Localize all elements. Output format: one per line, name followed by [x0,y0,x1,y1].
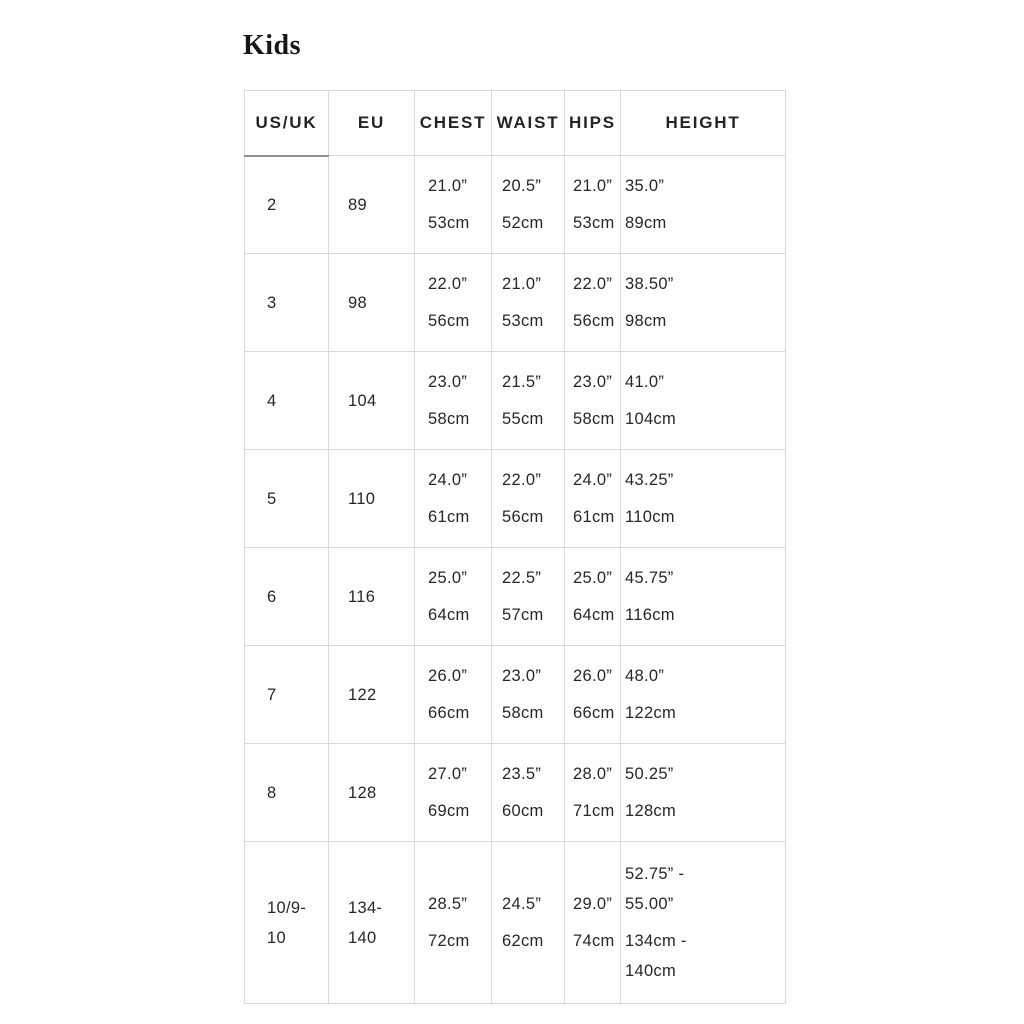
cell-value: 26.0” [428,667,468,685]
table-body [245,156,786,1004]
cell-value: 128cm [625,802,677,820]
cell-value: 7 [267,685,277,704]
cell-value: 134- 140 [348,898,383,947]
cell-us_uk [245,744,329,842]
cell-us_uk [245,548,329,646]
table-row [245,842,786,1004]
cell-waist [492,450,565,548]
cell-value: 35.0” [625,177,665,195]
table-row [245,156,786,254]
table-row [245,646,786,744]
cell-eu [329,254,415,352]
column-header-height: HEIGHT [621,91,786,156]
cell-chest [415,842,492,1004]
cell-value: 52cm [502,214,544,232]
page-title: Kids [243,30,302,61]
cell-hips [565,646,621,744]
cell-value: 104cm [625,410,677,428]
cell-value: 62cm [502,932,544,950]
cell-value: 53cm [502,312,544,330]
cell-us_uk [245,254,329,352]
column-header-hips: HIPS [565,91,621,156]
table-header [245,91,786,156]
cell-value: 21.0” [502,275,542,293]
cell-value: 27.0” [428,765,468,783]
cell-value: 56cm [428,312,470,330]
cell-us_uk [245,646,329,744]
header-row [245,91,786,156]
cell-value: 110cm [625,508,675,526]
cell-value: 61cm [573,508,615,526]
cell-value: 5 [267,489,277,508]
cell-value: 23.0” [428,373,468,391]
cell-value: 41.0” [625,373,665,391]
cell-chest [415,646,492,744]
cell-value: 53cm [428,214,470,232]
cell-value: 2 [267,195,277,214]
cell-value: 64cm [573,606,615,624]
cell-eu [329,352,415,450]
cell-chest [415,254,492,352]
cell-eu [329,450,415,548]
column-header-eu: EU [329,91,415,156]
cell-value: 58cm [502,704,544,722]
kids-size-chart-table [244,90,786,1004]
cell-value: 28.5” [428,895,468,913]
cell-eu [329,548,415,646]
cell-eu [329,842,415,1004]
cell-value: 3 [267,293,277,312]
cell-value: 23.0” [573,373,613,391]
table-row [245,744,786,842]
cell-value: 64cm [428,606,470,624]
cell-value: 25.0” [428,569,468,587]
cell-waist [492,254,565,352]
cell-us_uk [245,842,329,1004]
cell-value: 52.75” - 55.00” [625,865,685,913]
column-header-us-uk: US/UK [245,91,329,156]
cell-value: 89 [348,195,367,214]
cell-value: 122cm [625,704,677,722]
cell-chest [415,744,492,842]
cell-value: 4 [267,391,277,410]
cell-value: 29.0” [573,895,613,913]
cell-us_uk [245,352,329,450]
cell-value: 66cm [428,704,470,722]
cell-value: 53cm [573,214,615,232]
cell-eu [329,156,415,254]
cell-value: 21.0” [428,177,468,195]
cell-value: 38.50” [625,275,674,293]
cell-waist [492,156,565,254]
cell-hips [565,842,621,1004]
cell-eu [329,744,415,842]
cell-value: 50.25” [625,765,674,783]
cell-value: 98 [348,293,367,312]
cell-value: 60cm [502,802,544,820]
cell-value: 56cm [502,508,544,526]
cell-value: 22.5” [502,569,542,587]
cell-value: 58cm [573,410,615,428]
cell-value: 24.5” [502,895,542,913]
cell-height [621,156,786,254]
cell-value: 134cm - 140cm [625,932,687,980]
column-header-chest: CHEST [415,91,492,156]
cell-value: 22.0” [428,275,468,293]
cell-waist [492,744,565,842]
cell-height [621,254,786,352]
cell-value: 8 [267,783,277,802]
cell-height [621,548,786,646]
cell-value: 23.5” [502,765,542,783]
cell-value: 72cm [428,932,470,950]
table-row [245,450,786,548]
cell-value: 24.0” [573,471,613,489]
cell-hips [565,450,621,548]
cell-value: 43.25” [625,471,674,489]
cell-value: 48.0” [625,667,665,685]
cell-value: 56cm [573,312,615,330]
cell-value: 45.75” [625,569,674,587]
cell-value: 25.0” [573,569,613,587]
cell-waist [492,842,565,1004]
cell-chest [415,156,492,254]
cell-height [621,352,786,450]
cell-waist [492,352,565,450]
cell-waist [492,646,565,744]
cell-hips [565,744,621,842]
cell-chest [415,352,492,450]
column-header-waist: WAIST [492,91,565,156]
cell-value: 116 [348,587,376,606]
cell-value: 55cm [502,410,544,428]
cell-value: 69cm [428,802,470,820]
cell-height [621,450,786,548]
cell-value: 21.0” [573,177,613,195]
cell-value: 10/9- 10 [267,898,307,947]
cell-waist [492,548,565,646]
cell-value: 22.0” [573,275,613,293]
cell-value: 23.0” [502,667,542,685]
cell-hips [565,254,621,352]
table-row [245,548,786,646]
cell-value: 26.0” [573,667,613,685]
cell-value: 58cm [428,410,470,428]
cell-hips [565,352,621,450]
table-row [245,254,786,352]
cell-value: 98cm [625,312,667,330]
cell-value: 128 [348,783,377,802]
cell-value: 74cm [573,932,615,950]
cell-height [621,744,786,842]
cell-value: 21.5” [502,373,542,391]
table-row [245,352,786,450]
cell-value: 61cm [428,508,470,526]
cell-us_uk [245,450,329,548]
cell-value: 57cm [502,606,544,624]
cell-chest [415,450,492,548]
cell-value: 110 [348,489,376,508]
cell-value: 6 [267,587,277,606]
cell-value: 71cm [573,802,615,820]
cell-value: 104 [348,391,377,410]
cell-value: 28.0” [573,765,613,783]
cell-value: 89cm [625,214,667,232]
cell-value: 66cm [573,704,615,722]
cell-hips [565,548,621,646]
cell-eu [329,646,415,744]
cell-value: 20.5” [502,177,542,195]
cell-us_uk [245,156,329,254]
cell-height [621,646,786,744]
cell-height [621,842,786,1004]
cell-value: 122 [348,685,377,704]
cell-value: 116cm [625,606,675,624]
cell-value: 22.0” [502,471,542,489]
cell-hips [565,156,621,254]
cell-chest [415,548,492,646]
cell-value: 24.0” [428,471,468,489]
